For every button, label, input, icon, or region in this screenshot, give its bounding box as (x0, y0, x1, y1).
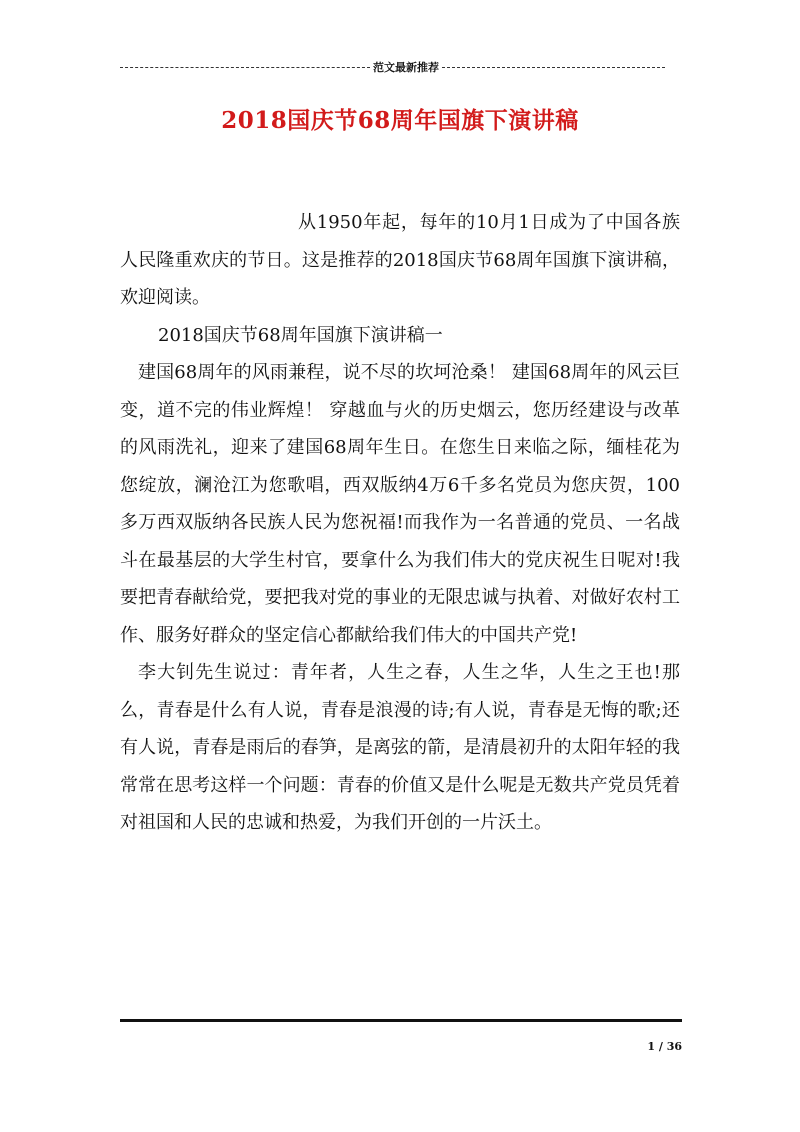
intro-paragraph: 从1950年起，每年的10月1日成为了中国各族人民隆重欢庆的节日。这是推荐的2018国庆节68周年国旗下演讲稿，欢迎阅读。 (120, 212, 680, 308)
section-heading: 2018国庆节68周年国旗下演讲稿一 (158, 324, 443, 346)
document-body (120, 204, 680, 842)
header-divider-left (120, 67, 370, 68)
footer-rule (120, 1019, 682, 1022)
page-number: 1 / 36 (647, 1040, 682, 1053)
body-paragraph-2: 李大钊先生说过：青年者，人生之春，人生之华，人生之王也!那么，青春是什么有人说，青春是浪漫的诗;有人说，青春是无悔的歌;还有人说，青春是雨后的春笋，是离弦的箭，是清晨初升的太阳年轻的我常常在思考这样一个问题：青春的价值又是什么呢是无数共产党员凭着对祖国和人民的忠诚和热爱，为我们开创的一片沃土。 (120, 662, 680, 833)
document-title: 2018国庆节68周年国旗下演讲稿 (221, 107, 579, 134)
header-label: 范文最新推荐 (373, 61, 439, 74)
header-divider-right (442, 67, 665, 68)
header-rule (120, 57, 665, 77)
body-paragraph-1: 建国68周年的风雨兼程，说不尽的坎坷沧桑！ 建国68周年的风云巨变，道不完的伟业辉煌！ 穿越血与火的历史烟云，您历经建设与改革的风雨洗礼，迎来了建国68周年生日。在您生日来临之际，缅桂花为您绽放，澜沧江为您歌唱，西双版纳4万6千多名党员为您庆贺，100多万西双版纳各民族人民为您祝福!而我作为一名普通的党员、一名战斗在最基层的大学生村官，要拿什么为我们伟大的党庆祝生日呢对!我要把青春献给党，要把我对党的事业的无限忠诚与执着、对做好农村工作、服务好群众的坚定信心都献给我们伟大的中国共产党! (120, 362, 680, 646)
